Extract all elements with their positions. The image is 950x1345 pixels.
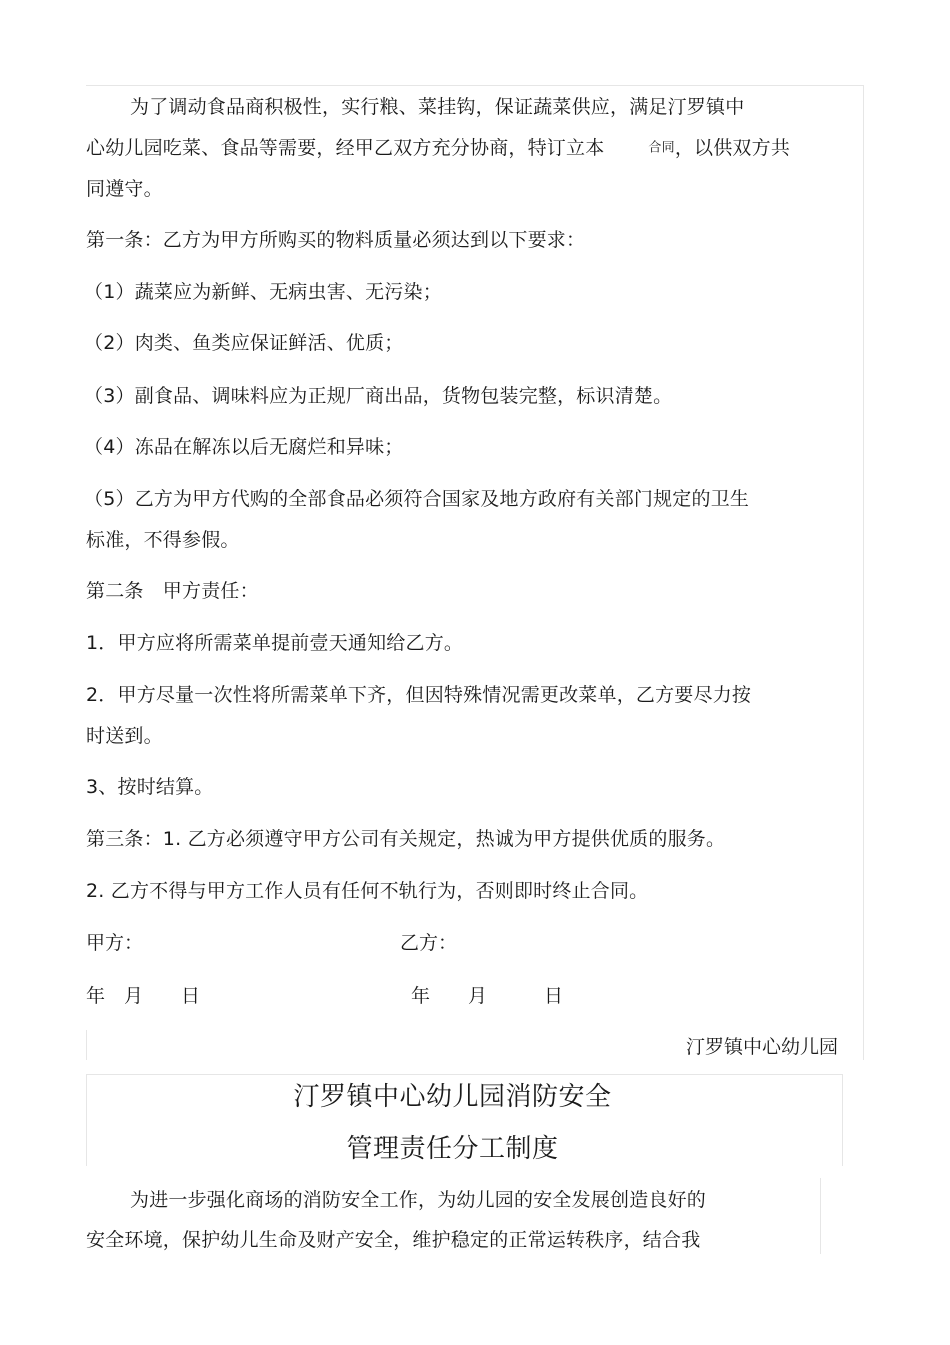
- article-1-item-2: （2）肉类、鱼类应保证鲜活、优质；: [84, 332, 404, 354]
- frame-right-line: [863, 85, 864, 1060]
- article-1-item-5-line-1: （5）乙方为甲方代购的全部食品必须符合国家及地方政府有关部门规定的卫生: [84, 488, 750, 510]
- article-1-heading: 第一条：乙方为甲方所购买的物料质量必须达到以下要求：: [86, 229, 586, 251]
- party-a-label: 甲方：: [86, 932, 144, 954]
- fire-safety-body-line-1: 为进一步强化商场的消防安全工作，为幼儿园的安全发展创造良好的: [130, 1189, 707, 1211]
- article-1-item-1: （1）蔬菜应为新鲜、无病虫害、无污染；: [84, 281, 442, 303]
- contract-intro-line-2-tail: ，以供双方共: [674, 137, 791, 159]
- contract-intro-line-2: [86, 136, 790, 161]
- article-1-item-3: （3）副食品、调味料应为正规厂商出品，货物包装完整，标识清楚。: [84, 385, 673, 407]
- article-2-item-3: 3、按时结算。: [86, 776, 214, 798]
- article-3-line-2: 2. 乙方不得与甲方工作人员有任何不轨行为，否则即时终止合同。: [86, 880, 649, 902]
- party-b-date: 年 月 日: [411, 985, 564, 1007]
- contract-intro-line-1: 为了调动食品商积极性，实行粮、菜挂钩，保证蔬菜供应，满足汀罗镇中: [130, 96, 745, 118]
- contract-word-small: 合同: [648, 140, 675, 156]
- fire-safety-title-line-1: 汀罗镇中心幼儿园消防安全: [293, 1082, 612, 1112]
- article-2-item-1: 1．甲方应将所需菜单提前壹天通知给乙方。: [86, 632, 464, 654]
- article-2-heading: 第二条 甲方责任：: [86, 580, 259, 602]
- article-2-item-2-line-1: 2．甲方尽量一次性将所需菜单下齐，但因特殊情况需更改菜单，乙方要尽力按: [86, 684, 752, 706]
- article-1-item-5-line-2: 标准，不得参假。: [86, 529, 240, 551]
- frame-left-line: [86, 1030, 87, 1060]
- frame-top-line: [86, 85, 864, 86]
- fire-safety-title-line-2: 管理责任分工制度: [346, 1134, 559, 1164]
- title-box-top-line: [86, 1074, 843, 1075]
- article-2-item-2-line-2: 时送到。: [86, 725, 163, 747]
- organization-name: 汀罗镇中心幼儿园: [686, 1036, 839, 1058]
- fire-safety-body-line-2: 安全环境，保护幼儿生命及财产安全，维护稳定的正常运转秩序，结合我: [86, 1229, 701, 1251]
- party-a-date: 年 月 日: [86, 985, 201, 1007]
- contract-intro-line-2-text: 心幼儿园吃菜、食品等需要，经甲乙双方充分协商，特订立本: [86, 137, 605, 159]
- body-box-right-line: [820, 1178, 821, 1254]
- article-1-item-4: （4）冻品在解冻以后无腐烂和异味；: [84, 436, 404, 458]
- party-b-label: 乙方：: [400, 932, 458, 954]
- contract-intro-line-3: 同遵守。: [86, 178, 163, 200]
- article-3-line-1: 第三条：1. 乙方必须遵守甲方公司有关规定，热诚为甲方提供优质的服务。: [86, 828, 726, 850]
